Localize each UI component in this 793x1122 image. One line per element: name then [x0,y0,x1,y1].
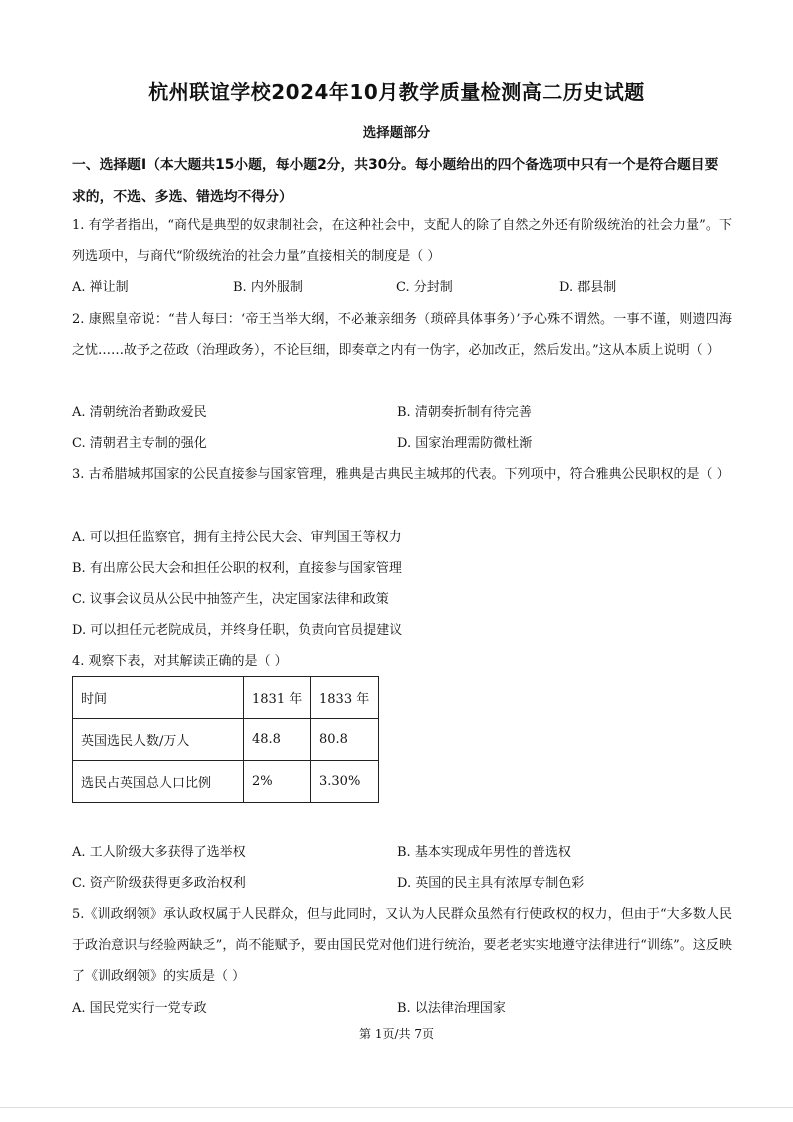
page-divider [0,1107,793,1108]
question-4-option-d: D. 英国的民主具有浓厚专制色彩 [397,876,585,891]
question-3-option-b: B. 有出席公民大会和担任公职的权利，直接参与国家管理 [72,561,402,576]
table-row [73,719,379,761]
question-4-option-a: A. 工人阶级大多获得了选举权 [72,845,246,860]
table-cell: 时间 [73,677,244,719]
table-cell: 选民占英国总人口比例 [73,761,244,803]
table-cell: 1833 年 [311,677,379,719]
table-row [73,761,379,803]
question-4-option-c: C. 资产阶级获得更多政治权利 [72,876,246,891]
table-cell: 1831 年 [244,677,311,719]
question-2-option-d: D. 国家治理需防微杜渐 [397,436,533,451]
question-2-option-a: A. 清朝统治者勤政爱民 [72,405,207,420]
question-5-option-a: A. 国民党实行一党专政 [72,1001,207,1016]
question-4-option-b: B. 基本实现成年男性的普选权 [397,845,571,860]
question-2-option-c: C. 清朝君主专制的强化 [72,436,207,451]
question-3-option-c: C. 议事会议员从公民中抽签产生，决定国家法律和政策 [72,592,389,607]
table-cell: 英国选民人数/万人 [73,719,244,761]
question-1-stem: 1. 有学者指出，“商代是典型的奴隶制社会，在这种社会中，支配人的除了自然之外还有阶级统治的社会力量”。下列选项中，与商代“阶级统治的社会力量”直接相关的制度是（ ） [72,218,732,264]
question-5-stem: 5.《训政纲领》承认政权属于人民群众，但与此同时，又认为人民群众虽然有行使政权的权力，但由于“大多数人民于政治意识与经验两缺乏”，尚不能赋予，要由国民党对他们进行统治，要老老实实地遵守法律进行“训练”。这反映了《训政纲领》的实质是（ ） [72,907,732,984]
question-5-option-b: B. 以法律治理国家 [397,1001,506,1016]
question-2-option-b: B. 清朝奏折制有待完善 [397,405,532,420]
question-3-option-a: A. 可以担任监察官，拥有主持公民大会、审判国王等权力 [72,530,402,545]
question-4-stem: 4. 观察下表，对其解读正确的是（ ） [72,654,288,669]
question-1-option-c: C. 分封制 [396,280,453,295]
question-1-option-b: B. 内外服制 [233,280,303,295]
table-cell: 2% [244,761,311,803]
table-cell: 48.8 [244,719,311,761]
page-title: 杭州联谊学校2024年10月教学质量检测高二历史试题 [148,80,645,104]
question-1-option-d: D. 郡县制 [559,280,617,295]
question-3-option-d: D. 可以担任元老院成员，并终身任职，负责向官员提建议 [72,623,403,638]
section-subtitle: 选择题部分 [362,125,431,141]
table-cell: 3.30% [311,761,379,803]
question-1-option-a: A. 禅让制 [72,280,129,295]
section-heading: 一、选择题Ⅰ（本大题共15小题，每小题2分，共30分。每小题给出的四个备选项中只有一个是符合题目要求的，不选、多选、错选均不得分） [72,157,719,205]
voter-data-table [72,676,379,803]
question-3-stem: 3. 古希腊城邦国家的公民直接参与国家管理，雅典是古典民主城邦的代表。下列项中，符合雅典公民职权的是（ ） [72,467,730,482]
question-2-stem: 2. 康熙皇帝说：“昔人每曰：‘帝王当举大纲，不必兼亲细务（琐碎具体事务）’予心殊不谓然。一事不谨，则遗四海之忧……故予之莅政（治理政务），不论巨细，即奏章之内有一伪字，必加改正，然后发出。”这从本质上说明（ ） [72,312,732,358]
table-row [73,677,379,719]
page-footer: 第 1页/共 7页 [359,1027,434,1041]
table-cell: 80.8 [311,719,379,761]
